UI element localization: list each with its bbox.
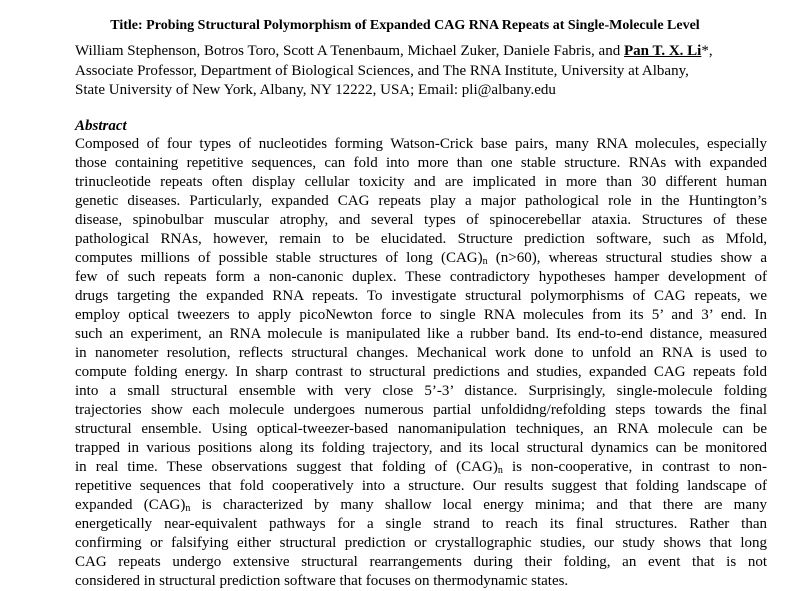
page-title: Title: Probing Structural Polymorphism of Expanded CAG RNA Repeats at Single-Molecule Level (110, 18, 700, 33)
abstract-text: in real time. These observations suggest that folding of (CAG) (75, 459, 498, 475)
abstract-heading: Abstract (75, 118, 127, 134)
abstract-text: energetically near-equivalent pathways for a single strand to reach its final structures. Rather than (75, 516, 767, 532)
abstract-line (75, 325, 767, 344)
abstract-text: repetitive sequences that fold cooperatively into a structure. Our results suggest that folding landscape of (75, 478, 767, 494)
author-list (75, 41, 767, 61)
abstract-line (75, 420, 767, 439)
abstract-text: considered in structural prediction software that focuses on thermodynamic states. (75, 573, 569, 589)
abstract-text: such an experiment, an RNA molecule is manipulated like a rubber band. Its end-to-end distance, measured (75, 326, 767, 342)
abstract-line (75, 192, 767, 211)
abstract-line (75, 572, 767, 591)
subscript-n: n (482, 256, 488, 267)
abstract-text: few of such repeats form a non-canonic duplex. These contradictory hypotheses hamper development of (75, 269, 767, 285)
subscript-n: n (497, 465, 503, 476)
abstract-text: trajectories show each molecule undergoes numerous partial unfoldidng/refolding steps towards the final (75, 402, 767, 418)
abstract-text: (n>60), whereas structural studies show a (487, 250, 768, 266)
abstract-line (75, 211, 767, 230)
abstract-text: genetic diseases. Particularly, expanded CAG repeats play a major pathological role in the Huntington’s (75, 193, 767, 209)
abstract-text: drugs targeting the expanded RNA repeats. To investigate structural polymorphisms of CAG repeats, we (75, 288, 767, 304)
abstract-line (75, 249, 767, 268)
abstract-line (75, 135, 767, 154)
abstract-line (75, 553, 767, 572)
abstract-line (75, 477, 767, 496)
abstract-line (75, 458, 767, 477)
abstract-text: disease, spinobulbar muscular atrophy, and several types of spinocerebellar ataxia. Structures of these (75, 212, 767, 228)
abstract-text: pathological RNAs, however, remain to be elucidated. Structure prediction software, such as Mfold, (75, 231, 767, 247)
author-asterisk: *, (701, 43, 713, 59)
abstract-text: confirming or falsifying either structural prediction or crystallographic studies, our study shows that long (75, 535, 767, 551)
abstract-text: structural ensemble. Using optical-tweezer-based nanomanipulation techniques, an RNA molecule can be (75, 421, 767, 437)
abstract-text: in nanometer resolution, reflects structural changes. Mechanical work done to unfold an RNA is used to (75, 345, 767, 361)
abstract-line (75, 534, 767, 553)
abstract-text: those containing repetitive sequences, can fold into more than one stable structure. RNAs with expanded (75, 155, 767, 171)
abstract-line (75, 154, 767, 173)
abstract-line (75, 287, 767, 306)
author-names: William Stephenson, Botros Toro, Scott A Tenenbaum, Michael Zuker, Daniele Fabris, and (75, 43, 624, 59)
abstract-text: compute folding energy. In sharp contrast to structural predictions and studies, expanded CAG repeats fold (75, 364, 767, 380)
abstract-text: is characterized by many shallow local energy minima; and that there are many (190, 497, 767, 513)
abstract-text: Composed of four types of nucleotides forming Watson-Crick base pairs, many RNA molecules, especially (75, 136, 767, 152)
abstract-text: is non-cooperative, in contrast to non- (502, 459, 767, 475)
abstract-line (75, 401, 767, 420)
author-affiliation: Associate Professor, Department of Biological Sciences, and The RNA Institute, University at Albany, (75, 63, 689, 79)
author-address: State University of New York, Albany, NY 12222, USA; Email: pli@albany.edu (75, 82, 556, 98)
abstract-line (75, 268, 767, 287)
abstract-line (75, 363, 767, 382)
abstract-line (75, 496, 767, 515)
abstract-line (75, 382, 767, 401)
abstract-line (75, 344, 767, 363)
abstract-text: into a small structural ensemble with very close 5’-3’ distance. Surprisingly, single-molecule folding (75, 383, 767, 399)
abstract-text: CAG repeats undergo extensive structural rearrangements during their folding, an event that is not (75, 554, 767, 570)
abstract-text: employ optical tweezers to apply picoNewton force to single RNA molecules from its 5’ and 3’ end. In (75, 307, 767, 323)
abstract-text: expanded (CAG) (75, 497, 186, 513)
abstract-text: computes millions of possible stable structures of long (CAG) (75, 250, 483, 266)
abstract-line (75, 439, 767, 458)
abstract-line (75, 515, 767, 534)
abstract-line (75, 173, 767, 192)
subscript-n: n (185, 503, 191, 514)
abstract-line (75, 230, 767, 249)
abstract-text: trapped in various positions along its folding trajectory, and its local structural dynamics can be monitored (75, 440, 767, 456)
abstract-text: trinucleotide repeats often display cellular toxicity and are implicated in more than 30 different human (75, 174, 767, 190)
presenting-author: Pan T. X. Li (623, 43, 702, 59)
abstract-body (75, 135, 767, 591)
abstract-line (75, 306, 767, 325)
